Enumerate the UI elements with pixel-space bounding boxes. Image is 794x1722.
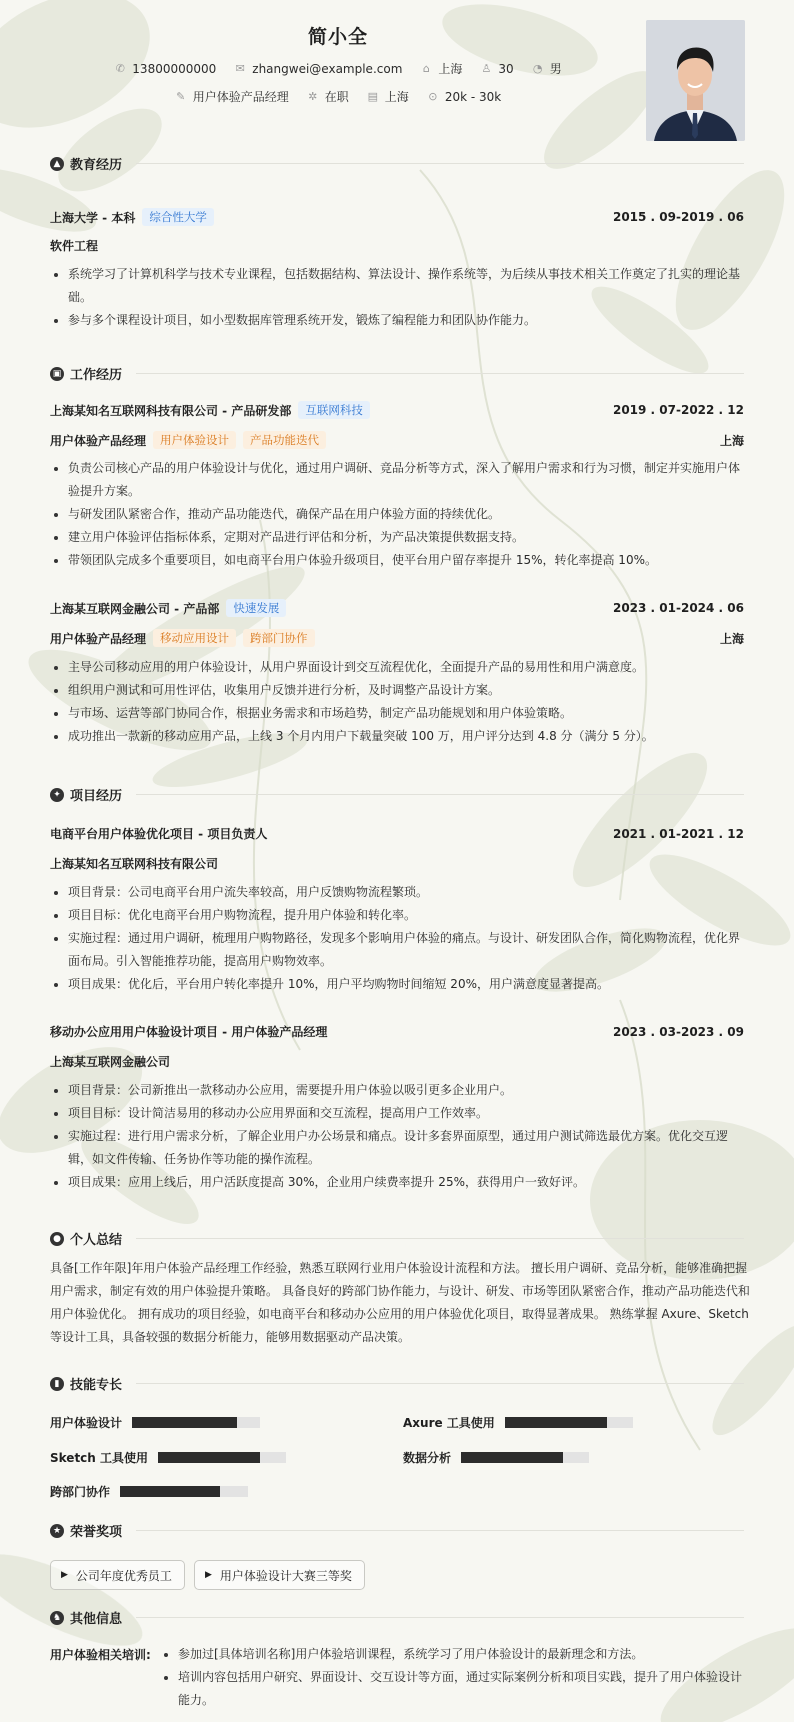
project-date: 2023 . 03-2023 . 09 (612, 1024, 744, 1039)
role-name: 用户体验产品经理 (50, 433, 147, 448)
job-icon: ✎ (176, 90, 186, 103)
candidate-name: 简小全 (307, 26, 368, 48)
status-text: 在职 (324, 90, 349, 104)
list-item: 实施过程：通过用户调研，梳理用户购物路径，发现多个影响用户体验的痛点。与设计、研发团队合作，简化购物流程，优化界面布局。引入智能推荐功能，提高用户购物效率。 (50, 927, 750, 973)
skill-level-fill (120, 1486, 220, 1497)
list-item: 实施过程：进行用户需求分析，了解企业用户办公场景和痛点。设计多套界面原型，通过用户测试筛选最优方案。优化交互逻辑，如文件传输、任务协作等功能的操作流程。 (50, 1125, 750, 1171)
list-item: 项目成果：应用上线后，用户活跃度提高 30%，企业用户续费率提升 25%，获得用户一致好评。 (50, 1171, 750, 1194)
email-text: zhangwei@example.com (252, 61, 403, 76)
section-skills-title: ▮ 技能专长 (50, 1374, 122, 1393)
school-name: 上海大学 - 本科 (50, 210, 136, 225)
section-education-title: ▲ 教育经历 (50, 154, 122, 173)
building-icon: ▤ (367, 90, 378, 103)
list-item: 参与多个课程设计项目，如小型数据库管理系统开发，锻炼了编程能力和团队协作能力。 (50, 309, 750, 332)
skill-level-fill (132, 1417, 237, 1428)
section-divider (136, 1530, 744, 1531)
person-icon: ● (50, 1232, 64, 1246)
expected-city-text: 上海 (384, 90, 409, 104)
company-name: 上海某互联网金融公司 - 产品部 (50, 601, 220, 616)
section-divider (136, 1617, 744, 1618)
info-icon: ♞ (50, 1611, 64, 1625)
skill-level-fill (158, 1452, 260, 1463)
skill-level-bar (461, 1452, 589, 1463)
position-item (175, 88, 289, 105)
list-item: 负责公司核心产品的用户体验设计与优化，通过用户调研、竞品分析等方式，深入了解用户需求和行为习惯，制定并实施用户体验提升方案。 (50, 457, 750, 503)
skill-item (403, 1414, 633, 1431)
work-location: 上海 (719, 433, 744, 448)
project-1-org: 上海某知名互联网科技有限公司 (50, 857, 219, 871)
work-2-bullets (50, 656, 750, 748)
skill-item (403, 1449, 589, 1466)
project-1-bullets (50, 881, 750, 996)
work-1-header (50, 401, 744, 419)
play-icon: ▶ (61, 1570, 68, 1580)
skill-item (50, 1483, 248, 1500)
list-item: 成功推出一款新的移动应用产品，上线 3 个月内用户下载量突破 100 万，用户评分达到 4.8 分（满分 5 分）。 (50, 725, 750, 748)
briefcase-icon: ▣ (50, 367, 64, 381)
company-tag: 互联网科技 (298, 401, 370, 419)
profile-photo (646, 20, 745, 141)
work-1-bullets (50, 457, 750, 572)
list-item: 组织用户测试和可用性评估，收集用户反馈并进行分析，及时调整产品设计方案。 (50, 679, 750, 702)
work-2-role (50, 629, 744, 647)
list-item: 项目目标：优化电商平台用户购物流程，提升用户体验和转化率。 (50, 904, 750, 927)
company-tag: 快速发展 (226, 599, 286, 617)
list-item: 参加过[具体培训名称]用户体验培训课程，系统学习了用户体验设计的最新理念和方法。 (160, 1643, 750, 1666)
role-tag: 产品功能迭代 (243, 431, 326, 449)
role-name: 用户体验产品经理 (50, 631, 147, 646)
other-label: 用户体验相关培训: (50, 1648, 151, 1662)
section-divider (136, 1383, 744, 1384)
section-summary-title: ● 个人总结 (50, 1229, 122, 1248)
project-date: 2021 . 01-2021 . 12 (612, 826, 744, 841)
chart-icon: ▮ (50, 1377, 64, 1391)
skill-level-bar (120, 1486, 248, 1497)
role-tag: 跨部门协作 (243, 629, 315, 647)
phone-text: 13800000000 (132, 61, 217, 76)
education-date: 2015 . 09-2019 . 06 (612, 210, 744, 224)
project-2-bullets (50, 1079, 750, 1194)
work-1-role (50, 431, 744, 449)
home-icon: ⌂ (422, 62, 430, 75)
status-item (307, 88, 349, 105)
job-intention-row (0, 88, 676, 105)
mail-icon: ✉ (235, 62, 245, 75)
list-item: 建立用户体验评估指标体系，定期对产品进行评估和分析，为产品决策提供数据支持。 (50, 526, 750, 549)
list-item: 主导公司移动应用的用户体验设计，从用户界面设计到交互流程优化，全面提升产品的易用性和用户满意度。 (50, 656, 750, 679)
gender-text: 男 (549, 62, 562, 76)
education-icon: ▲ (50, 157, 64, 171)
email-item (234, 62, 402, 76)
user-icon: ♙ (481, 62, 492, 75)
city-item (420, 60, 462, 77)
work-date: 2023 . 01-2024 . 06 (612, 601, 744, 615)
list-item: 项目成果：优化后，平台用户转化率提升 10%，用户平均购物时间缩短 20%，用户满意度显著提高。 (50, 973, 750, 996)
work-2-header (50, 599, 744, 617)
school-tag: 综合性大学 (142, 208, 214, 226)
skill-level-bar (132, 1417, 260, 1428)
company-name: 上海某知名互联网科技有限公司 - 产品研发部 (50, 403, 292, 418)
phone-icon: ✆ (115, 62, 125, 75)
list-item: 系统学习了计算机科学与技术专业课程，包括数据结构、算法设计、操作系统等，为后续从事技术相关工作奠定了扎实的理论基础。 (50, 263, 750, 309)
award-badge: ▶ 用户体验设计大赛三等奖 (194, 1560, 365, 1590)
project-1-header (50, 825, 744, 842)
project-2-header (50, 1023, 744, 1040)
project-2-org: 上海某互联网金融公司 (50, 1055, 171, 1069)
section-work-title: ▣ 工作经历 (50, 364, 122, 383)
role-tag: 用户体验设计 (153, 431, 236, 449)
skill-name: Axure 工具使用 (403, 1416, 495, 1430)
education-major: 软件工程 (50, 239, 99, 253)
contact-info-row (0, 60, 676, 77)
phone-item (114, 62, 216, 76)
list-item: 与市场、运营等部门协同合作，根据业务需求和市场趋势，制定产品功能规划和用户体验策略。 (50, 702, 750, 725)
money-icon: ⊙ (428, 90, 438, 103)
section-divider (136, 373, 744, 374)
section-divider (136, 794, 744, 795)
section-projects-title: ✦ 项目经历 (50, 785, 122, 804)
skill-level-fill (461, 1452, 563, 1463)
grid-icon: ✦ (50, 788, 64, 802)
project-title: 移动办公应用用户体验设计项目 - 用户体验产品经理 (50, 1025, 328, 1039)
skill-name: 数据分析 (403, 1451, 452, 1465)
gender-icon: ◔ (532, 62, 543, 75)
skill-level-fill (505, 1417, 607, 1428)
skill-name: 跨部门协作 (50, 1485, 111, 1499)
list-item: 与研发团队紧密合作，推动产品功能迭代，确保产品在用户体验方面的持续优化。 (50, 503, 750, 526)
award-icon: ★ (50, 1524, 64, 1538)
skill-level-bar (505, 1417, 633, 1428)
skill-item (50, 1449, 286, 1466)
position-text: 用户体验产品经理 (192, 90, 289, 104)
list-item: 项目目标：设计简洁易用的移动办公应用界面和交互流程，提高用户工作效率。 (50, 1102, 750, 1125)
play-icon: ▶ (205, 1570, 212, 1580)
gender-item (532, 60, 562, 77)
city-text: 上海 (438, 62, 463, 76)
work-date: 2019 . 07-2022 . 12 (612, 403, 744, 417)
role-tag: 移动应用设计 (153, 629, 236, 647)
list-item: 项目背景：公司新推出一款移动办公应用，需要提升用户体验以吸引更多企业用户。 (50, 1079, 750, 1102)
project-title: 电商平台用户体验优化项目 - 项目负责人 (50, 827, 268, 841)
skill-item (50, 1414, 260, 1431)
list-item: 带领团队完成多个重要项目，如电商平台用户体验升级项目，使平台用户留存率提升 15%，转化率提高 10%。 (50, 549, 750, 572)
work-location: 上海 (719, 631, 744, 646)
section-awards-title: ★ 荣誉奖项 (50, 1521, 122, 1540)
section-divider (136, 1238, 744, 1239)
salary-text: 20k - 30k (444, 89, 502, 104)
skill-name: Sketch 工具使用 (50, 1451, 149, 1465)
section-other-title: ♞ 其他信息 (50, 1608, 122, 1627)
other-bullets (160, 1643, 750, 1712)
education-header (50, 208, 744, 226)
list-item: 项目背景：公司电商平台用户流失率较高，用户反馈购物流程繁琐。 (50, 881, 750, 904)
salary-item (427, 90, 501, 104)
list-item: 培训内容包括用户研究、界面设计、交互设计等方面，通过实际案例分析和项目实践，提升了用户体验设计能力。 (160, 1666, 750, 1712)
education-bullets (50, 263, 750, 332)
summary-text: 具备[工作年限]年用户体验产品经理工作经验，熟悉互联网行业用户体验设计流程和方法。 擅长用户调研、竞品分析，能够准确把握用户需求，制定有效的用户体验提升策略。 具备良好的跨部门协作能力，与设计、研发、市场等团队紧密合作，推动产品功能迭代和用户体验优化。 拥有成功的项目经验，如电商平台和移动办公应用的用户体验优化项目，取得显著成果。 熟练掌握 Axure、Sketch 等设计工具，具备较强的数据分析能力，能够用数据驱动产品决策。 (50, 1261, 750, 1344)
age-text: 30 (498, 61, 514, 76)
skill-name: 用户体验设计 (50, 1416, 123, 1430)
award-badge: ▶ 公司年度优秀员工 (50, 1560, 185, 1590)
skill-level-bar (158, 1452, 286, 1463)
age-item (480, 62, 513, 76)
status-icon: ✲ (308, 90, 318, 103)
expected-city-item (367, 88, 409, 105)
section-divider (136, 163, 744, 164)
